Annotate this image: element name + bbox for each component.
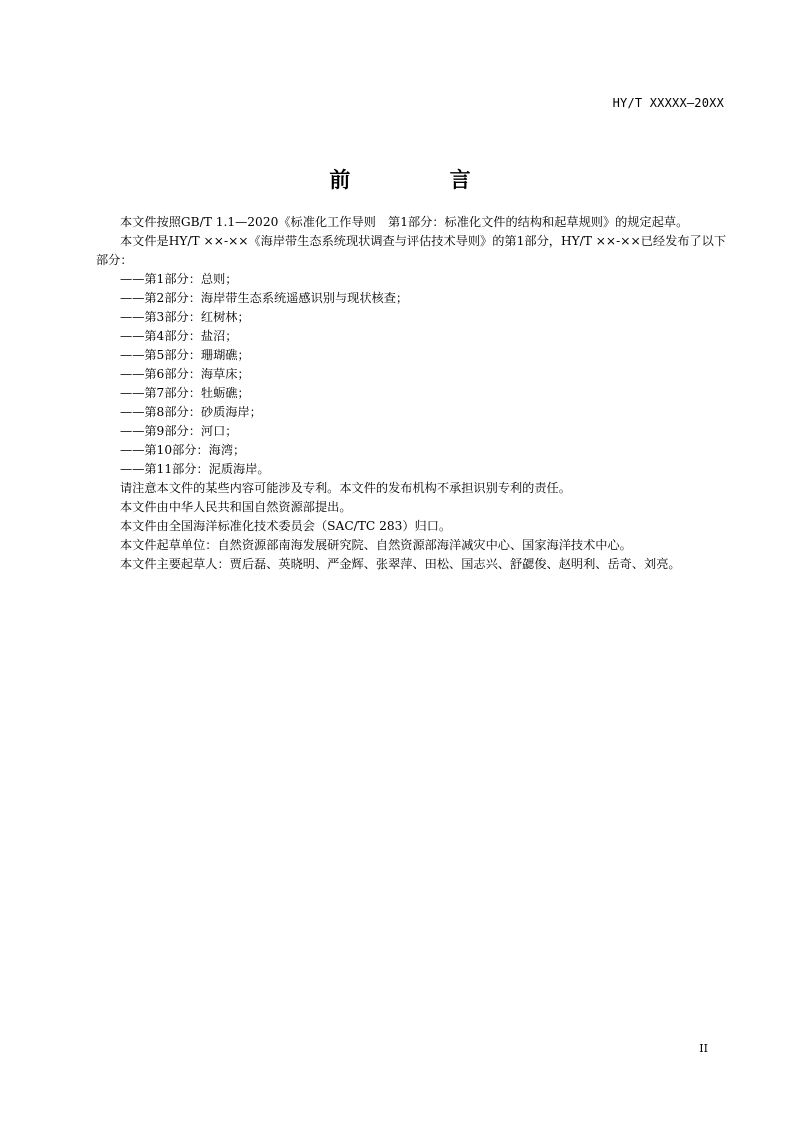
paragraph-series-intro: 本文件是HY/T ××-××《海岸带生态系统现状调查与评估技术导则》的第1部分，HY/T ××-××已经发布了以下部分： xyxy=(96,234,727,267)
list-item: ——第8部分：砂质海岸； xyxy=(120,405,262,419)
list-item: ——第7部分：牡蛎礁； xyxy=(120,386,250,400)
list-item: ——第5部分：珊瑚礁； xyxy=(120,348,250,362)
list-item: ——第1部分：总则； xyxy=(120,272,238,286)
foreword-body xyxy=(96,213,726,574)
list-item: ——第6部分：海草床； xyxy=(120,367,250,381)
page-number: II xyxy=(699,1042,708,1055)
document-code-header: HY/T XXXXX—20XX xyxy=(612,96,724,110)
list-item: ——第4部分：盐沼； xyxy=(120,329,238,343)
paragraph-drafting-units: 本文件起草单位：自然资源部南海发展研究院、自然资源部海洋减灾中心、国家海洋技术中心。 xyxy=(120,538,632,552)
page-title: 前 言 xyxy=(329,167,517,192)
list-item: ——第2部分：海岸带生态系统遥感识别与现状核查； xyxy=(120,291,409,305)
paragraph-patent-notice: 请注意本文件的某些内容可能涉及专利。本文件的发布机构不承担识别专利的责任。 xyxy=(120,481,571,495)
paragraph-drafting-basis: 本文件按照GB/T 1.1—2020《标准化工作导则 第1部分：标准化文件的结构和起草规则》的规定起草。 xyxy=(120,215,689,229)
list-item: ——第11部分：泥质海岸。 xyxy=(120,462,270,476)
paragraph-committee: 本文件由全国海洋标准化技术委员会（SAC/TC 283）归口。 xyxy=(120,519,452,533)
paragraph-proposer: 本文件由中华人民共和国自然资源部提出。 xyxy=(120,500,352,514)
list-item: ——第3部分：红树林； xyxy=(120,310,250,324)
list-item: ——第9部分：河口； xyxy=(120,424,238,438)
list-item: ——第10部分：海湾； xyxy=(120,443,246,457)
paragraph-drafters: 本文件主要起草人：贾后磊、英晓明、严金辉、张翠萍、田松、国志兴、舒勰俊、赵明利、岳奇、刘亮。 xyxy=(120,557,681,571)
